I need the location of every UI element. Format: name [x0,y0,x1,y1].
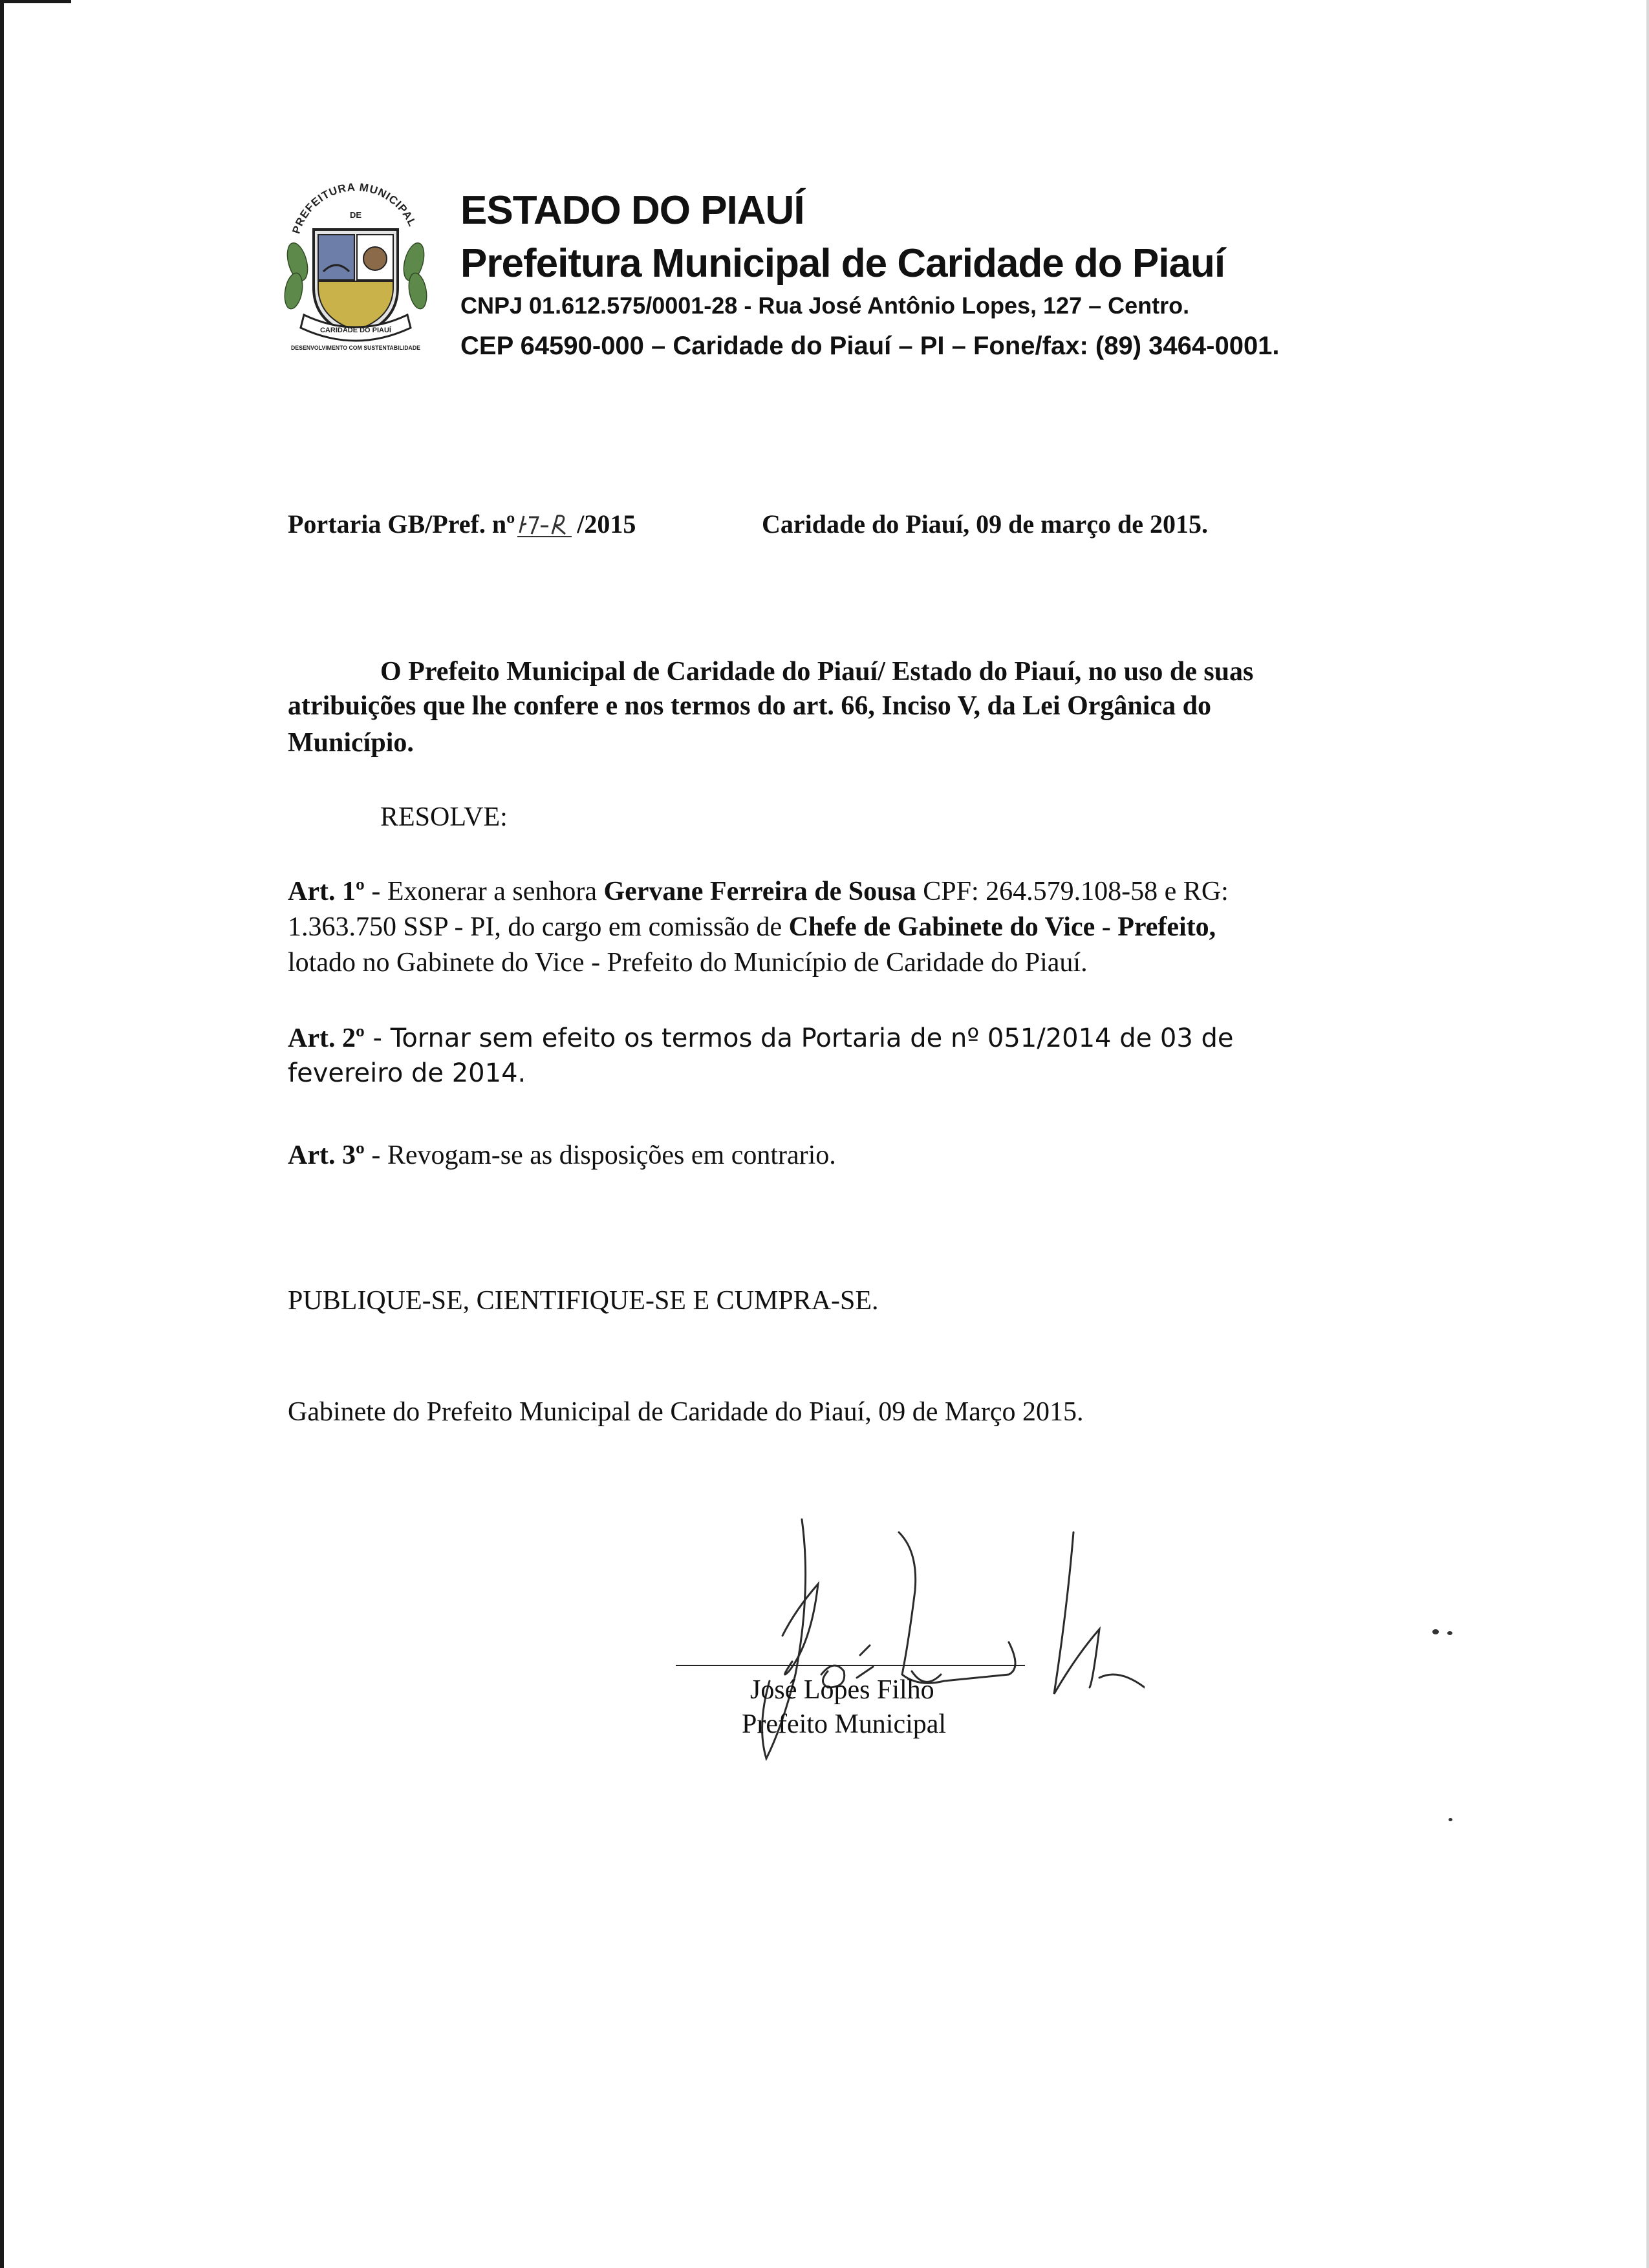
municipal-coat-of-arms-icon [278,178,433,359]
resolve-heading: RESOLVE: [380,802,508,832]
article-1-line-2 [288,912,1216,943]
scan-edge-top [0,0,71,3]
preamble-line-1: O Prefeito Municipal de Caridade do Piauí/ Estado do Piauí, no uso de suas [380,657,1254,687]
article-3-text: - Revogam-se as disposições em contrario. [364,1140,836,1170]
crest-motto-text: DESENVOLVIMENTO COM SUSTENTABILIDADE [291,345,420,351]
signatory-title: Prefeito Municipal [742,1709,947,1739]
portaria-date-line: Caridade do Piauí, 09 de março de 2015. [762,509,1208,539]
crest-de-text: DE [349,210,362,220]
scan-edge-right [1646,0,1649,2268]
article-3-line [288,1140,836,1171]
signatory-name: José Lopes Filho [750,1675,934,1705]
article-2-line-2: fevereiro de 2014. [288,1058,526,1088]
article-2-text: - Tornar sem efeito os termos da Portaria de nº 051/2014 de 03 de [364,1023,1234,1053]
signature-line [676,1665,1025,1666]
article-1-text-b: CPF: 264.579.108-58 e RG: [916,877,1229,906]
header-state: ESTADO DO PIAUÍ [460,188,804,233]
gabinete-date-line: Gabinete do Prefeito Municipal de Caridade do Piauí, 09 de Março 2015. [288,1397,1084,1427]
article-1-line-1 [288,876,1229,907]
article-1-role: Chefe de Gabinete do Vice - Prefeito, [788,912,1216,942]
header-cnpj-address: CNPJ 01.612.575/0001-28 - Rua José Antônio Lopes, 127 – Centro. [460,292,1190,319]
portaria-prefix: Portaria GB/Pref. nº [288,509,515,539]
publication-order: PUBLIQUE-SE, CIENTIFIQUE-SE E CUMPRA-SE. [288,1286,879,1316]
scan-speck [1447,1631,1452,1635]
header-cep-contact: CEP 64590-000 – Caridade do Piauí – PI – Fone/fax: (89) 3464-0001. [460,332,1280,360]
portaria-number [288,509,636,540]
portaria-suffix: /2015 [577,509,636,539]
svg-text:PREFEITURA MUNICIPAL [290,181,418,235]
article-1-label: Art. 1º [288,877,365,906]
preamble-line-2: atribuições que lhe confere e nos termos do art. 66, Inciso V, da Lei Orgânica do [288,691,1211,721]
article-1-text-c: 1.363.750 SSP - PI, do cargo em comissão de [288,912,789,942]
header-municipality: Prefeitura Municipal de Caridade do Piauí [460,241,1225,286]
article-2-label: Art. 2º [288,1023,365,1053]
article-1-line-3: lotado no Gabinete do Vice - Prefeito do Município de Caridade do Piauí. [288,948,1088,978]
article-2-line-1 [288,1023,1234,1054]
preamble-line-3: Município. [288,728,414,758]
article-1-text-a: - Exonerar a senhora [364,877,604,906]
scan-speck [1432,1629,1439,1634]
crest-top-text: PREFEITURA MUNICIPAL [290,180,419,235]
crest-ribbon-text: CARIDADE DO PIAUÍ [319,326,392,334]
article-3-label: Art. 3º [288,1140,365,1170]
article-1-name: Gervane Ferreira de Sousa [603,877,916,906]
scan-speck [1449,1818,1452,1821]
scan-edge-left [0,0,4,2268]
handwritten-portaria-number [515,511,577,540]
